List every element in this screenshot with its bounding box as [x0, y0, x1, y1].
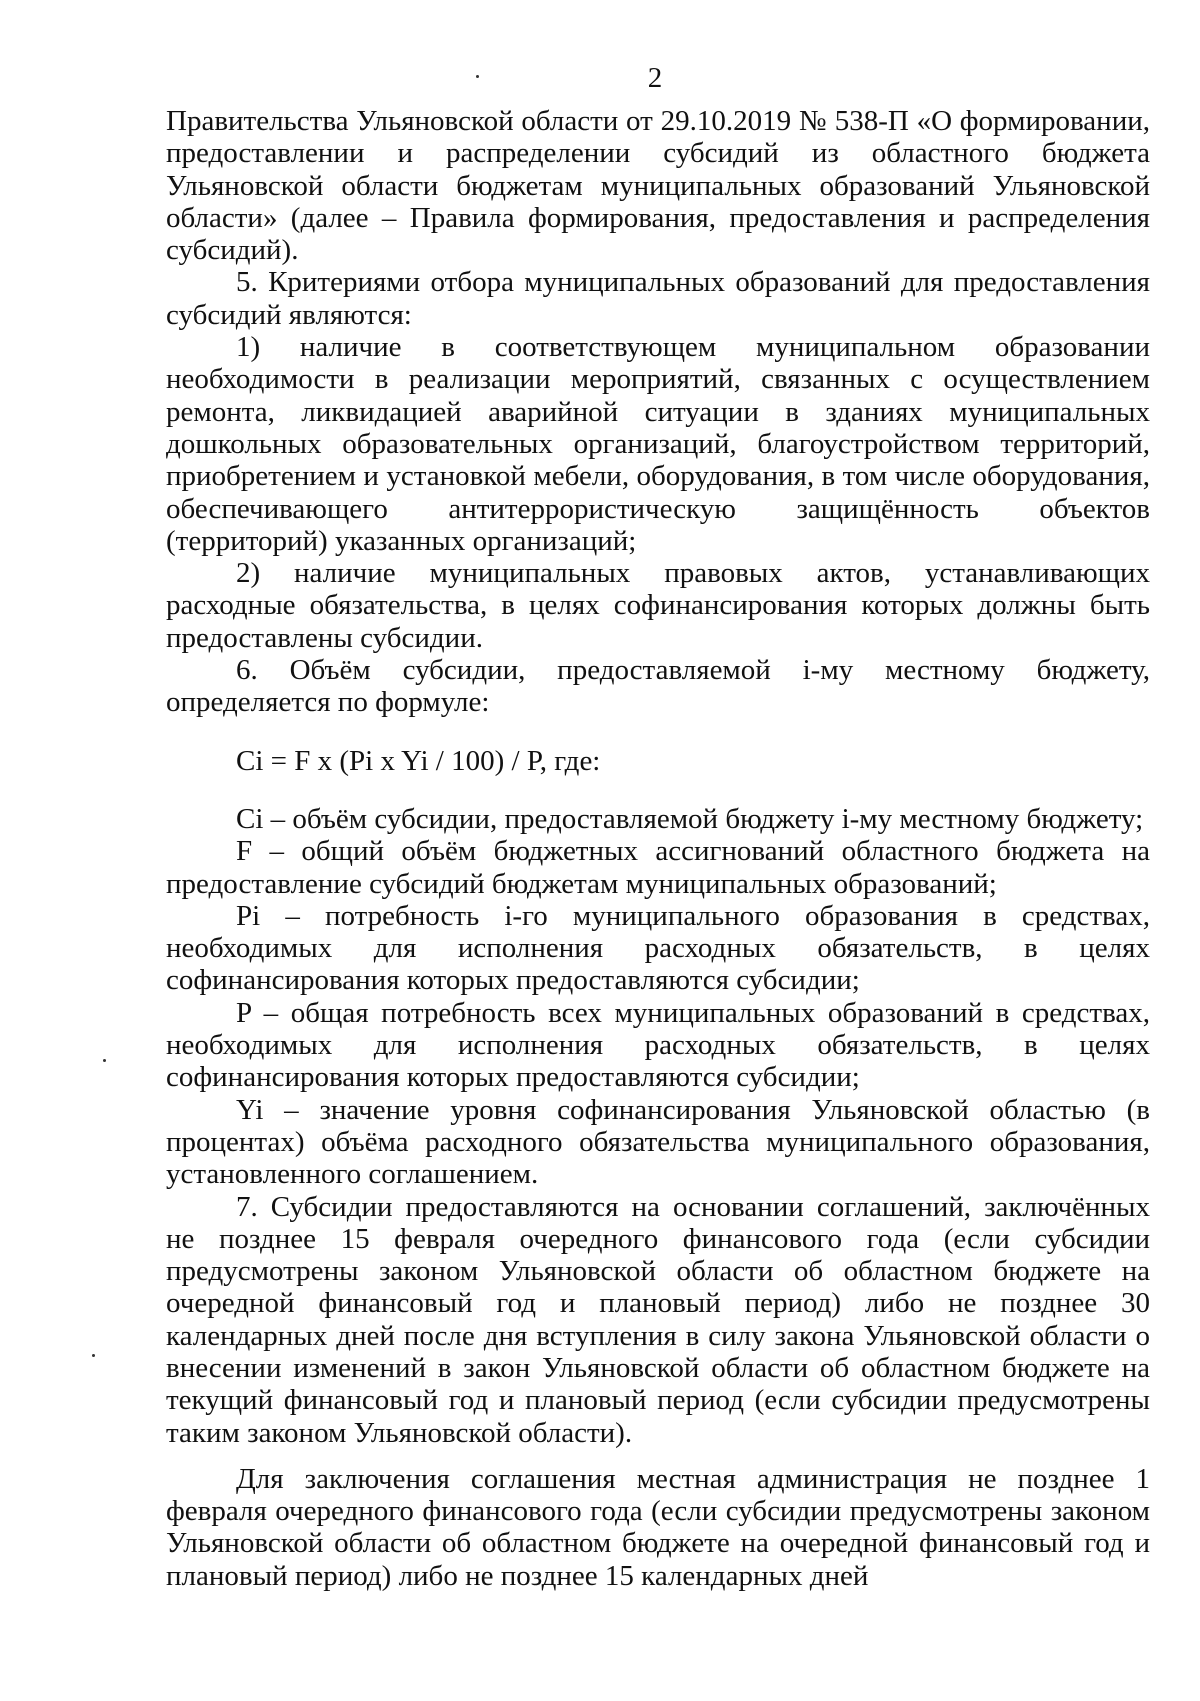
page-number: 2 — [647, 62, 663, 94]
definition-pi: Pi – потребность i-го муниципального образования в средствах, необходимых для исполнения расходных обязательств, в целях софинансирования которых предоставляются субсидии; — [166, 899, 1150, 997]
definition-p: P – общая потребность всех муниципальных образований в средствах, необходимых для исполнения расходных обязательств, в целях софинансирования которых предоставляются субсидии; — [166, 996, 1150, 1094]
definition-yi: Yi – значение уровня софинансирования Ульяновской областью (в процентах) объёма расходного обязательства муниципального образования, установленного соглашением. — [166, 1093, 1150, 1191]
scan-speck — [476, 75, 479, 78]
paragraph-continuation: Правительства Ульяновской области от 29.10.2019 № 538-П «О формировании, предоставлении и распределении субсидий из областного бюджета Ульяновской области бюджетам муниципальных образований Ульяновской области» (далее – Правила формирования, предоставления и распределения субсидий). — [166, 105, 1150, 267]
paragraph-clause-6: 6. Объём субсидии, предоставляемой i-му местному бюджету, определяется по формуле: — [166, 654, 1150, 719]
paragraph-agreement: Для заключения соглашения местная администрация не позднее 1 февраля очередного финансового года (если субсидии предусмотрены законом Ульяновской области об областном бюджете на очередной финансовый год и плановый период) либо не позднее 15 календарных дней — [166, 1462, 1150, 1592]
paragraph-clause-5: 5. Критериями отбора муниципальных образований для предоставления субсидий являются: — [166, 266, 1150, 331]
document-body — [166, 105, 1150, 1592]
scan-speck — [92, 1354, 95, 1357]
paragraph-criterion-2: 2) наличие муниципальных правовых актов, устанавливающих расходные обязательства, в целях софинансирования которых должны быть предоставлены субсидии. — [166, 557, 1150, 654]
scan-speck — [103, 1059, 106, 1062]
definition-ci: Ci – объём субсидии, предоставляемой бюджету i-му местному бюджету; — [236, 802, 1144, 835]
formula: Ci = F x (Pi x Yi / 100) / P, где: — [236, 744, 601, 777]
definition-f: F – общий объём бюджетных ассигнований областного бюджета на предоставление субсидий бюджетам муниципальных образований; — [166, 835, 1150, 900]
paragraph-criterion-1: 1) наличие в соответствующем муниципальном образовании необходимости в реализации мероприятий, связанных с осуществлением ремонта, ликвидацией аварийной ситуации в зданиях муниципальных дошкольных образовательных организаций, благоустройством территорий, приобретением и установкой мебели, оборудования, в том числе оборудования, обеспечивающего антитеррористическую защищённость объектов (территорий) указанных организаций; — [166, 331, 1150, 557]
paragraph-clause-7: 7. Субсидии предоставляются на основании соглашений, заключённых не позднее 15 февраля очередного финансового года (если субсидии предусмотрены законом Ульяновской области об областном бюджете на очередной финансовый год и плановый период) либо не позднее 30 календарных дней после дня вступления в силу закона Ульяновской области о внесении изменений в закон Ульяновской области об областном бюджете на текущий финансовый год и плановый период (если субсидии предусмотрены таким законом Ульяновской области). — [166, 1190, 1150, 1449]
